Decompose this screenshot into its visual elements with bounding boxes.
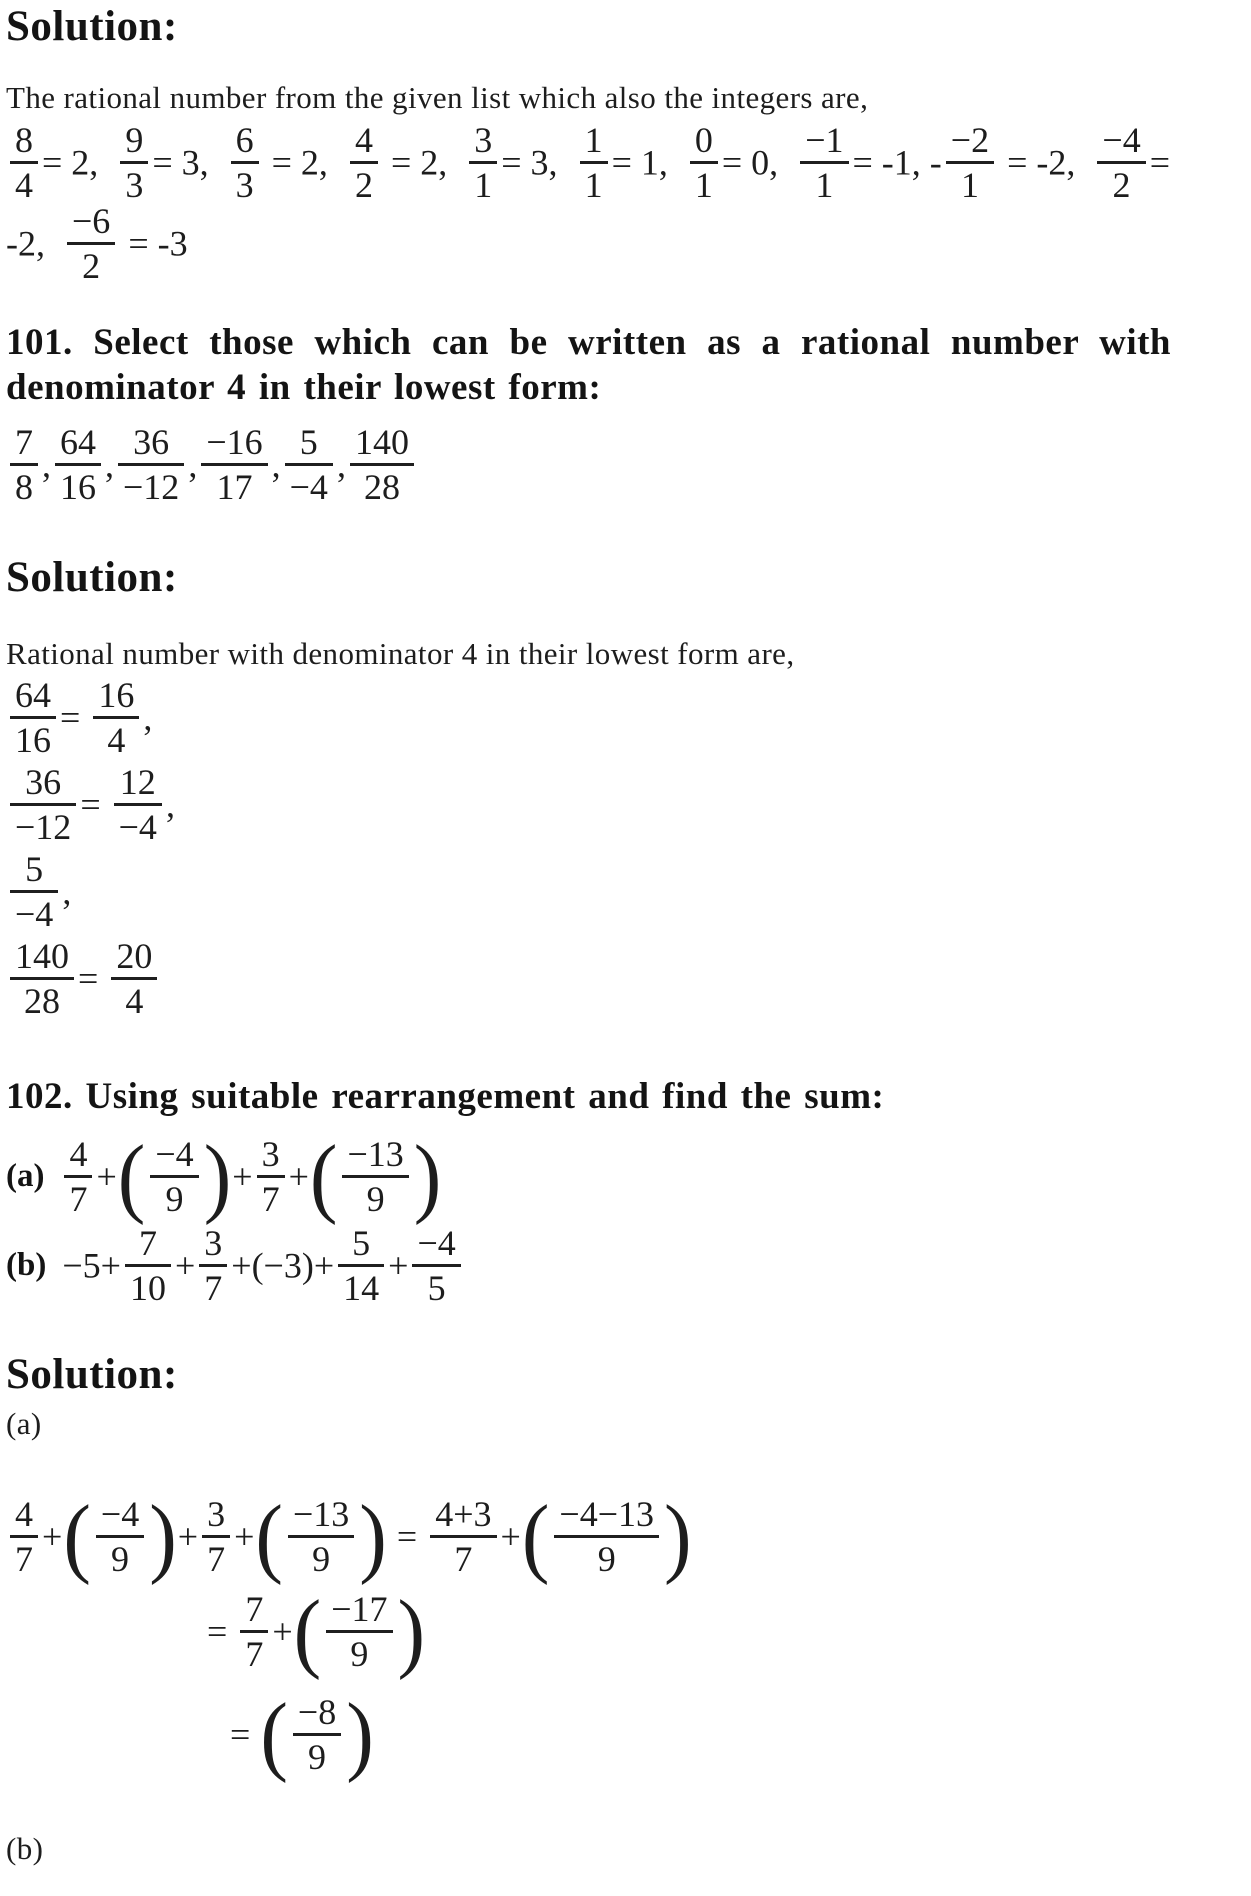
denominator: 9 <box>312 1538 331 1579</box>
question-101-title-line1: 101. Select those which can be written as a rational number with <box>6 322 1171 364</box>
math-text: = -3 <box>119 223 188 264</box>
numerator: 36 <box>118 424 184 466</box>
fraction <box>338 1222 384 1308</box>
denominator: 9 <box>597 1538 616 1579</box>
math-text: , <box>42 444 51 485</box>
fraction <box>114 762 162 848</box>
math-text: + <box>96 1156 117 1197</box>
math-text: , <box>271 444 281 485</box>
numerator: 16 <box>93 677 139 719</box>
fraction <box>946 120 994 206</box>
math-text: + <box>500 1516 521 1557</box>
numerator: 0 <box>690 122 718 164</box>
fraction <box>326 1588 392 1674</box>
denominator: 1 <box>474 165 493 206</box>
math-text: +(−3)+ <box>231 1245 335 1286</box>
math-text: = 1, <box>611 142 686 183</box>
fraction <box>257 1133 285 1219</box>
denominator: 10 <box>129 1267 166 1308</box>
numerator: 3 <box>469 122 497 164</box>
fraction <box>10 675 56 761</box>
numerator: 5 <box>10 851 58 893</box>
fraction <box>350 422 414 508</box>
solution-b-label: (b) <box>6 1830 44 1866</box>
numerator: −8 <box>293 1694 341 1736</box>
fraction <box>120 120 148 206</box>
question-101-fractions-row <box>6 422 1171 508</box>
fraction <box>1097 120 1145 206</box>
math-text: , <box>143 697 153 738</box>
fraction <box>469 120 497 206</box>
numerator: −6 <box>67 203 115 245</box>
math-text: = -1, - <box>852 142 942 183</box>
numerator: 64 <box>10 677 56 719</box>
solution-heading-2: Solution: <box>6 554 178 602</box>
denominator: 7 <box>69 1178 88 1219</box>
numerator: 4 <box>350 122 378 164</box>
fraction <box>67 201 115 287</box>
math-text: + <box>42 1516 63 1557</box>
math-text: + <box>288 1156 309 1197</box>
math-text: = <box>230 1714 260 1755</box>
math-text: = -2, <box>998 142 1094 183</box>
fraction <box>800 120 848 206</box>
fraction <box>690 120 718 206</box>
fraction <box>288 1493 354 1579</box>
math-text: , <box>165 784 175 825</box>
solution-101-line-4 <box>6 936 1171 1022</box>
denominator: −4 <box>118 807 157 848</box>
question-101-title-line2: denominator 4 in their lowest form: <box>6 367 602 409</box>
math-text: , <box>62 871 72 912</box>
question-102-b-expression <box>62 1222 464 1308</box>
math-text: = -2, <box>6 142 1180 264</box>
numerator: 140 <box>10 938 74 980</box>
question-102-part-b-row <box>6 1222 1171 1308</box>
fraction <box>55 422 101 508</box>
math-text: −5+ <box>62 1245 121 1286</box>
numerator: 140 <box>350 424 414 466</box>
denominator: 7 <box>15 1538 33 1579</box>
math-text: + <box>388 1245 409 1286</box>
math-text: + <box>234 1516 255 1557</box>
denominator: 9 <box>165 1178 184 1219</box>
math-text: = <box>78 958 108 999</box>
math-text: + <box>272 1611 293 1652</box>
fraction <box>285 422 333 508</box>
numerator: 4 <box>64 1136 92 1178</box>
numerator: −4−13 <box>554 1496 659 1538</box>
denominator: 2 <box>354 165 373 206</box>
math-text: = 2, <box>42 142 117 183</box>
denominator: 16 <box>60 467 96 508</box>
solution-a-label: (a) <box>6 1405 42 1441</box>
numerator: 7 <box>10 424 38 466</box>
math-text: = 2, <box>262 142 346 183</box>
denominator: 9 <box>366 1178 385 1219</box>
denominator: 7 <box>207 1538 226 1579</box>
numerator: 4 <box>10 1496 38 1538</box>
solution-101-line-3 <box>6 849 1171 935</box>
numerator: −4 <box>412 1225 460 1267</box>
numerator: 9 <box>120 122 148 164</box>
numerator: 3 <box>199 1225 227 1267</box>
fraction <box>231 120 259 206</box>
denominator: 28 <box>363 467 400 508</box>
denominator: 9 <box>350 1633 369 1674</box>
solution-heading-1: Solution: <box>6 3 178 50</box>
math-text: = <box>387 1516 427 1557</box>
denominator: 5 <box>427 1267 446 1308</box>
numerator: 5 <box>338 1225 384 1267</box>
fraction <box>93 675 139 761</box>
denominator: 4 <box>15 165 33 206</box>
numerator: 6 <box>231 122 259 164</box>
denominator: 3 <box>125 165 144 206</box>
question-102-a-expression: $\frac{4}{7}$ +( $\frac{-4}{9}$ )+ $\frac{3}{7}$ +( $\frac{-13}{9}$ ) <box>60 1136 442 1217</box>
fraction <box>201 422 267 508</box>
fraction <box>580 120 608 206</box>
fraction <box>10 120 38 206</box>
math-text: + <box>174 1245 196 1286</box>
numerator: 64 <box>55 424 101 466</box>
denominator: 7 <box>454 1538 473 1579</box>
math-text: , <box>336 444 346 485</box>
question-102-title: 102. Using suitable rearrangement and find the sum: <box>6 1076 885 1118</box>
fraction <box>10 849 58 935</box>
integer-fractions-row <box>6 120 1180 287</box>
fraction <box>412 1222 460 1308</box>
solution-102-a-step-1: $\frac{4}{7}$ +( $\frac{-4}{9}$ )+ $\frac{3}{7}$ +( $\frac{-13}{9}$ ) = $\frac{4+3}{7}$ +( $\frac{-4-13}{9}$ ) <box>6 1496 1171 1577</box>
denominator: 2 <box>82 246 101 287</box>
numerator: 7 <box>240 1591 268 1633</box>
fraction <box>430 1493 496 1579</box>
denominator: −4 <box>289 467 328 508</box>
numerator: −4 <box>1097 122 1145 164</box>
numerator: 8 <box>10 122 38 164</box>
fraction <box>240 1588 268 1674</box>
math-text: = <box>60 697 90 738</box>
part-b-label: (b) <box>6 1246 47 1283</box>
fraction <box>10 1493 38 1579</box>
solution-102-a-step-2: = $\frac{7}{7}$ +( $\frac{-17}{9}$ ) <box>207 1581 426 1681</box>
denominator: 4 <box>125 981 144 1022</box>
denominator: −12 <box>15 807 72 848</box>
numerator: −16 <box>201 424 267 466</box>
numerator: 12 <box>114 764 162 806</box>
numerator: −17 <box>326 1591 392 1633</box>
part-a-label: (a) <box>6 1157 45 1194</box>
solution-102-a-step-3: = ( $\frac{-8}{9}$ ) <box>230 1684 374 1784</box>
denominator: 14 <box>343 1267 380 1308</box>
numerator: 5 <box>285 424 333 466</box>
numerator: −13 <box>342 1136 408 1178</box>
fraction <box>10 762 76 848</box>
fraction <box>10 422 38 508</box>
fraction <box>350 120 378 206</box>
fraction <box>10 936 74 1022</box>
denominator: 1 <box>960 165 979 206</box>
numerator: −4 <box>96 1496 144 1538</box>
math-text: = <box>207 1611 237 1652</box>
denominator: 4 <box>107 720 126 761</box>
fraction <box>199 1222 227 1308</box>
fraction <box>64 1133 92 1219</box>
numerator: 3 <box>257 1136 285 1178</box>
math-text: , <box>105 444 114 485</box>
fraction <box>111 936 157 1022</box>
denominator: 28 <box>24 981 60 1022</box>
numerator: −4 <box>150 1136 198 1178</box>
denominator: −4 <box>15 894 54 935</box>
denominator: 7 <box>204 1267 223 1308</box>
denominator: 16 <box>15 720 51 761</box>
math-text: + <box>232 1156 253 1197</box>
numerator: −1 <box>800 122 848 164</box>
numerator: 1 <box>580 122 608 164</box>
numerator: 36 <box>10 764 76 806</box>
denominator: 9 <box>111 1538 130 1579</box>
math-text: = 3, <box>152 142 227 183</box>
denominator: −12 <box>123 467 180 508</box>
denominator: 1 <box>694 165 713 206</box>
denominator: 17 <box>216 467 253 508</box>
solution-101-line-2 <box>6 762 1171 848</box>
math-text: , <box>188 444 198 485</box>
math-text: = 2, <box>381 142 466 183</box>
numerator: −2 <box>946 122 994 164</box>
numerator: 4+3 <box>430 1496 496 1538</box>
solution-heading-3: Solution: <box>6 1350 178 1398</box>
fraction <box>150 1133 198 1219</box>
fraction <box>342 1133 408 1219</box>
fraction <box>125 1222 171 1308</box>
solution-101-paragraph: Rational number with denominator 4 in their lowest form are, <box>6 635 795 671</box>
fraction <box>118 422 184 508</box>
numerator: −13 <box>288 1496 354 1538</box>
fraction <box>554 1493 659 1579</box>
numerator: 20 <box>111 938 157 980</box>
denominator: 2 <box>1112 165 1131 206</box>
fraction <box>202 1493 230 1579</box>
intro-paragraph: The rational number from the given list which also the integers are, <box>6 80 869 116</box>
math-text: + <box>177 1516 199 1557</box>
fraction <box>96 1493 144 1579</box>
denominator: 8 <box>15 467 33 508</box>
fraction <box>293 1691 341 1777</box>
question-102-part-a-row <box>6 1126 1171 1226</box>
denominator: 7 <box>245 1633 264 1674</box>
denominator: 1 <box>584 165 603 206</box>
math-text: = <box>80 784 110 825</box>
denominator: 3 <box>235 165 254 206</box>
denominator: 9 <box>308 1736 327 1777</box>
math-text: = 3, <box>501 142 576 183</box>
numerator: 7 <box>125 1225 171 1267</box>
math-text: = 0, <box>721 142 797 183</box>
solution-101-line-1 <box>6 675 1171 761</box>
numerator: 3 <box>202 1496 230 1538</box>
denominator: 7 <box>261 1178 280 1219</box>
denominator: 1 <box>815 165 834 206</box>
